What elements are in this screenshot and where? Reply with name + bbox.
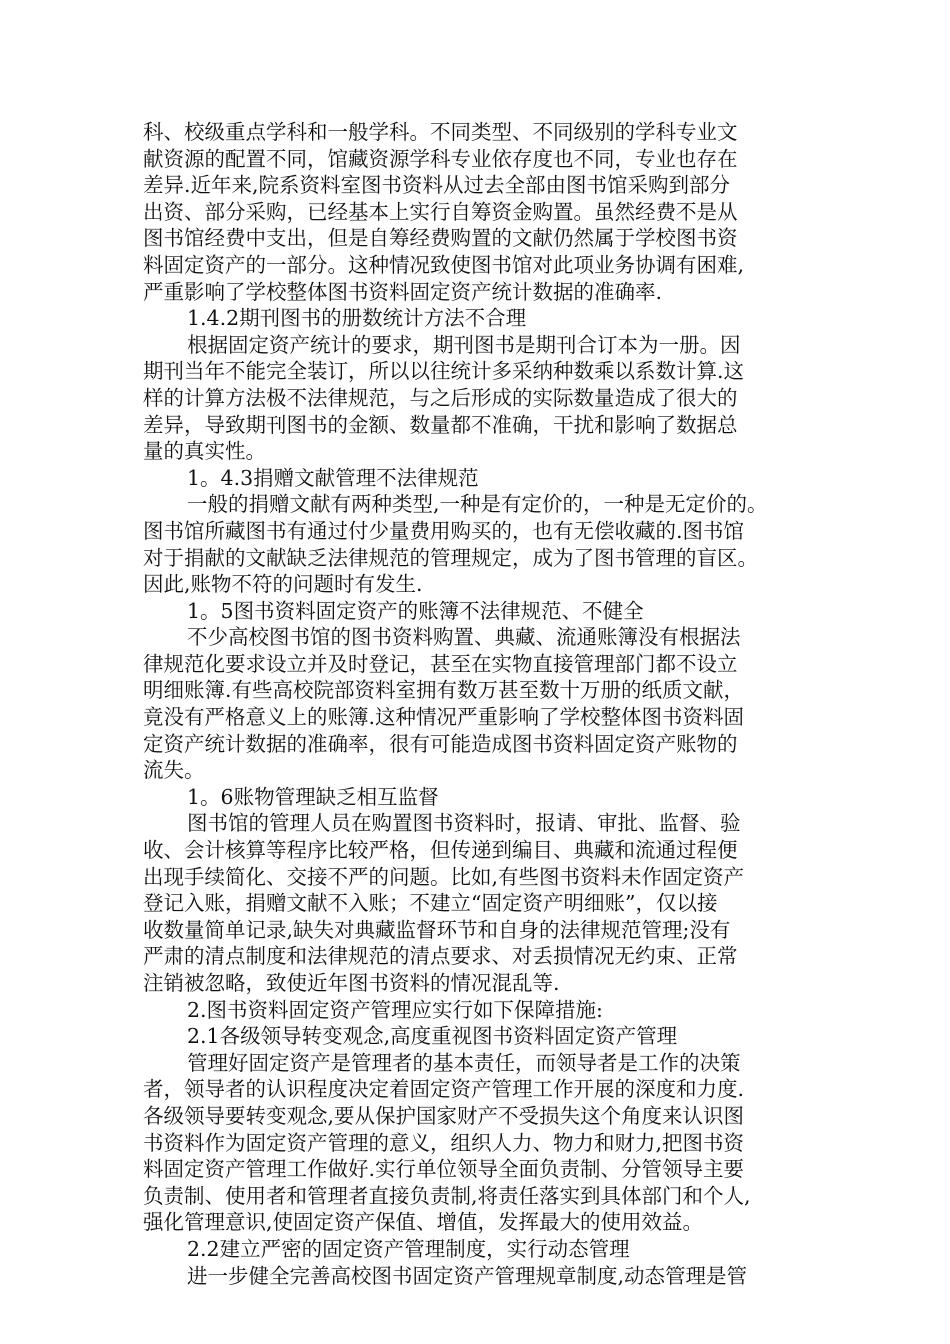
text-line: 收、会计核算等程序比较严格，但传递到编目、典藏和流通过程便 [143,838,738,863]
section-heading: 1。6账物管理缺乏相互监督 [187,784,439,809]
text-line: 期刊当年不能完全装订，所以以往统计多采纳种数乘以系数计算.这 [143,359,745,384]
section-heading: 2.1各级领导转变观念,高度重视图书资料固定资产管理 [187,1024,678,1049]
text-line: 图书馆经费中支出，但是自筹经费购置的文献仍然属于学校图书资 [143,226,738,251]
section-heading: 1.4.2期刊图书的册数统计方法不合理 [187,306,527,331]
text-line: 图书馆所藏图书有通过付少量费用购买的，也有无偿收藏的.图书馆 [143,518,745,543]
text-line: 根据固定资产统计的要求，期刊图书是期刊合订本为一册。因 [187,332,741,357]
text-line: 科、校级重点学科和一般学科。不同类型、不同级别的学科专业文 [143,120,738,144]
text-line: 因此,账物不符的问题时有发生. [143,572,423,597]
text-line: 料固定资产的一部分。这种情况致使图书馆对此项业务协调有困难, [143,252,745,277]
text-line: 进一步健全完善高校图书固定资产管理规章制度,动态管理是管 [187,1263,748,1288]
text-line: 竟没有严格意义上的账簿.这种情况严重影响了学校整体图书资料固 [143,705,745,730]
text-line: 严重影响了学校整体图书资料固定资产统计数据的准确率. [143,279,663,304]
text-line: 定资产统计数据的准确率，很有可能造成图书资料固定资产账物的 [143,731,738,756]
text-line: 书资料作为固定资产管理的意义，组织人力、物力和财力,把图书资 [143,1130,745,1155]
text-line: 明细账簿.有些高校院部资料室拥有数万甚至数十万册的纸质文献， [143,678,745,703]
text-line: 献资源的配置不同，馆藏资源学科专业依存度也不同，专业也存在 [143,146,738,171]
text-line: 强化管理意识,使固定资产保值、增值，发挥最大的使用效益。 [143,1210,704,1235]
text-line: 一般的捐赠文献有两种类型,一种是有定价的，一种是无定价的。 [187,492,768,517]
text-line: 出现手续简化、交接不严的问题。比如,有些图书资料未作固定资产 [143,864,745,889]
document-body [143,119,823,1289]
text-line: 收数量简单记录,缺失对典藏监督环节和自身的法律规范管理;没有 [143,917,731,942]
section-heading: 1。5图书资料固定资产的账簿不法律规范、不健全 [187,598,644,623]
text-line: 登记入账，捐赠文献不入账；不建立“固定资产明细账”，仅以接 [143,891,718,916]
text-line: 差异.近年来,院系资料室图书资料从过去全部由图书馆采购到部分 [143,173,731,198]
section-heading: 2.图书资料固定资产管理应实行如下保障措施: [187,997,603,1022]
text-line: 量的真实性。 [143,439,266,464]
text-line: 样的计算方法极不法律规范，与之后形成的实际数量造成了很大的 [143,385,738,410]
text-line: 严肃的清点制度和法律规范的清点要求、对丢损情况无约束、正常 [143,944,738,969]
section-heading: 2.2建立严密的固定资产管理制度，实行动态管理 [187,1236,630,1261]
text-line: 图书馆的管理人员在购置图书资料时，报请、审批、监督、验 [187,811,741,836]
text-line: 差异，导致期刊图书的金额、数量都不准确，干扰和影响了数据总 [143,412,738,437]
text-line: 不少高校图书馆的图书资料购置、典藏、流通账簿没有根据法 [187,625,741,650]
text-line: 对于捐献的文献缺乏法律规范的管理规定，成为了图书管理的盲区。 [143,545,758,570]
section-heading: 1。4.3捐赠文献管理不法律规范 [187,465,479,490]
text-line: 出资、部分采购，已经基本上实行自筹资金购置。虽然经费不是从 [143,199,738,224]
text-line: 者，领导者的认识程度决定着固定资产管理工作开展的深度和力度. [143,1077,745,1102]
text-line: 料固定资产管理工作做好.实行单位领导全面负责制、分管领导主要 [143,1157,745,1182]
text-line: 管理好固定资产是管理者的基本责任，而领导者是工作的决策 [187,1050,741,1075]
text-line: 各级领导要转变观念,要从保护国家财产不受损失这个角度来认识图 [143,1103,745,1128]
text-line: 负责制、使用者和管理者直接负责制,将责任落实到具体部门和个人, [143,1183,751,1208]
text-line: 流失。 [143,758,205,783]
text-line: 律规范化要求设立并及时登记，甚至在实物直接管理部门都不设立 [143,651,738,676]
text-line: 注销被忽略，致使近年图书资料的情况混乱等. [143,971,560,995]
